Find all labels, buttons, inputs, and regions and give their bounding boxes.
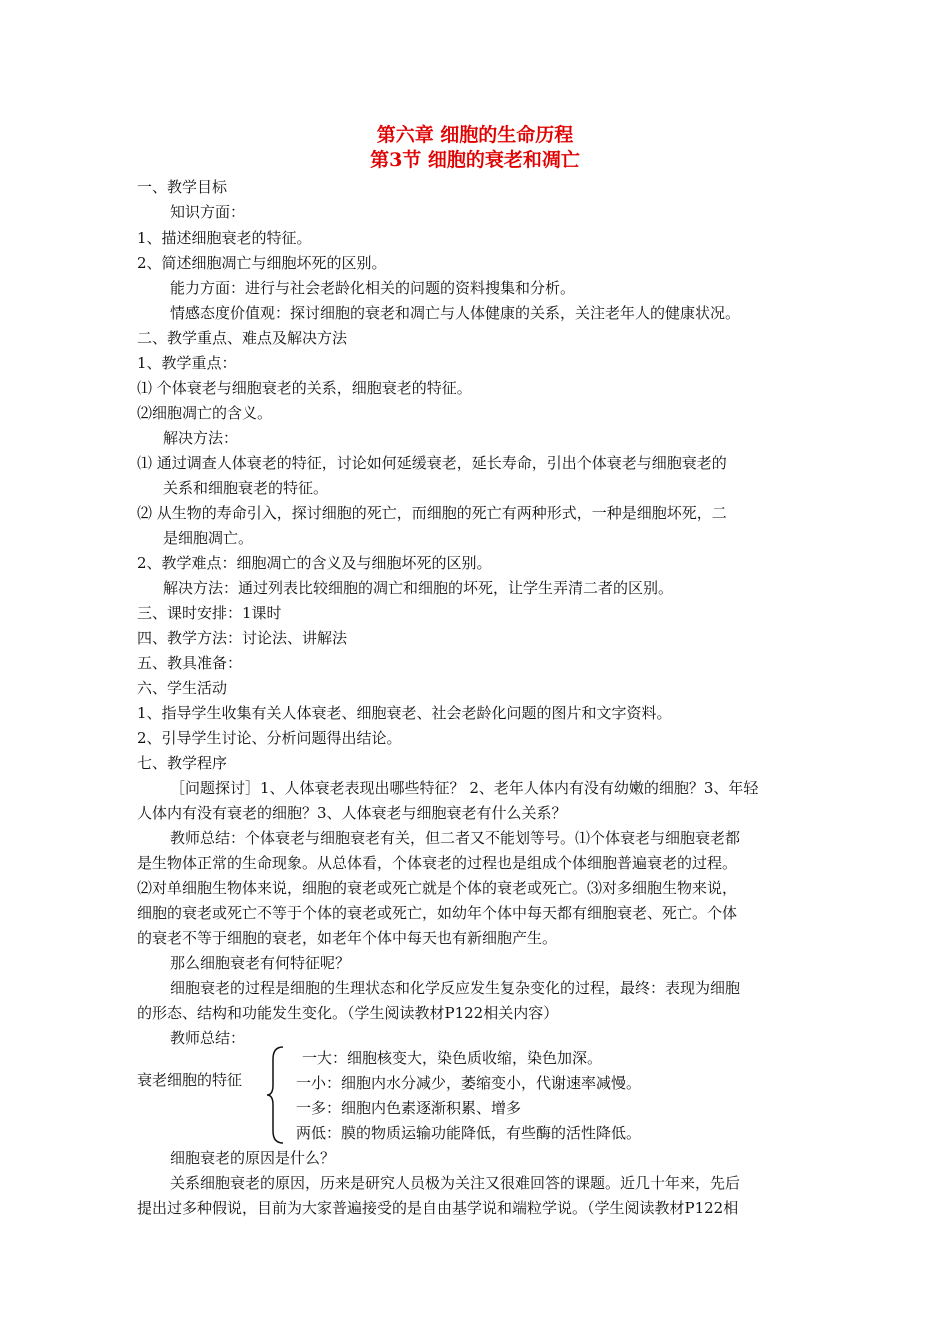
paragraph-line: 细胞衰老的原因是什么？ bbox=[170, 1149, 336, 1167]
paragraph-line: 情感态度价值观：探讨细胞的衰老和凋亡与人体健康的关系，关注老年人的健康状况。 bbox=[170, 304, 741, 322]
feature-item: 两低：膜的物质运输功能降低，有些酶的活性降低。 bbox=[296, 1124, 642, 1142]
paragraph-line: 是细胞凋亡。 bbox=[163, 529, 254, 547]
feature-item: 一多：细胞内色素逐渐积累、增多 bbox=[296, 1099, 522, 1117]
paragraph-line: 人体内有没有衰老的细胞？3、人体衰老与细胞衰老有什么关系？ bbox=[137, 804, 567, 822]
paragraph-line: 1、指导学生收集有关人体衰老、细胞衰老、社会老龄化问题的图片和文字资料。 bbox=[137, 704, 672, 722]
paragraph-line: ⑵ 从生物的寿命引入，探讨细胞的死亡，而细胞的死亡有两种形式，一种是细胞坏死，二 bbox=[137, 504, 727, 522]
feature-label: 衰老细胞的特征 bbox=[137, 1071, 243, 1089]
paragraph-line: 细胞的衰老或死亡不等于个体的衰老或死亡，如幼年个体中每天都有细胞衰老、死亡。个体 bbox=[137, 904, 738, 922]
paragraph-line: 的衰老不等于细胞的衰老，如老年个体中每天也有新细胞产生。 bbox=[137, 929, 558, 947]
paragraph-line: 解决方法： bbox=[163, 429, 239, 447]
paragraph-line: 2、引导学生讨论、分析问题得出结论。 bbox=[137, 729, 402, 747]
paragraph-line: 1、教学重点： bbox=[137, 354, 237, 372]
curly-brace-icon bbox=[265, 1045, 287, 1145]
paragraph-line: 解决方法：通过列表比较细胞的凋亡和细胞的坏死，让学生弄清二者的区别。 bbox=[163, 579, 674, 597]
heading-activities: 六、学生活动 bbox=[137, 679, 228, 697]
heading-key-points: 二、教学重点、难点及解决方法 bbox=[137, 329, 348, 347]
paragraph-line: ⑵对单细胞生物体来说，细胞的衰老或死亡就是个体的衰老或死亡。⑶对多细胞生物来说， bbox=[137, 879, 738, 897]
paragraph-line: 是生物体正常的生命现象。从总体看，个体衰老的过程也是组成个体细胞普遍衰老的过程。 bbox=[137, 854, 738, 872]
paragraph-line: 1、描述细胞衰老的特征。 bbox=[137, 229, 312, 247]
paragraph-line: 细胞衰老的过程是细胞的生理状态和化学反应发生复杂变化的过程，最终：表现为细胞 bbox=[170, 979, 741, 997]
heading-materials: 五、教具准备： bbox=[137, 654, 243, 672]
paragraph-line: ⑴ 通过调查人体衰老的特征，讨论如何延缓衰老，延长寿命，引出个体衰老与细胞衰老的 bbox=[137, 454, 727, 472]
heading-schedule: 三、课时安排：1课时 bbox=[137, 604, 282, 622]
feature-item: 一小：细胞内水分减少，萎缩变小，代谢速率减慢。 bbox=[296, 1074, 642, 1092]
chapter-title: 第六章 细胞的生命历程 bbox=[376, 124, 574, 146]
heading-objectives: 一、教学目标 bbox=[137, 178, 228, 196]
paragraph-line: 2、教学难点：细胞凋亡的含义及与细胞坏死的区别。 bbox=[137, 554, 492, 572]
feature-item: 一大：细胞核变大，染色质收缩，染色加深。 bbox=[302, 1049, 603, 1067]
knowledge-label: 知识方面： bbox=[170, 203, 246, 221]
paragraph-line: ⑵细胞凋亡的含义。 bbox=[137, 404, 273, 422]
paragraph-line: 2、简述细胞凋亡与细胞坏死的区别。 bbox=[137, 254, 387, 272]
paragraph-line: 教师总结： bbox=[170, 1029, 246, 1047]
paragraph-line: 能力方面：进行与社会老龄化相关的问题的资料搜集和分析。 bbox=[170, 279, 576, 297]
paragraph-line: 提出过多种假说，目前为大家普遍接受的是自由基学说和端粒学说。（学生阅读教材P122相 bbox=[137, 1199, 739, 1217]
paragraph-line: 教师总结：个体衰老与细胞衰老有关，但二者又不能划等号。⑴个体衰老与细胞衰老都 bbox=[170, 829, 741, 847]
paragraph-line: 的形态、结构和功能发生变化。（学生阅读教材P122相关内容） bbox=[137, 1004, 559, 1022]
section-title: 第3节 细胞的衰老和凋亡 bbox=[370, 149, 580, 171]
paragraph-line: 关系细胞衰老的原因，历来是研究人员极为关注又很难回答的课题。近几十年来，先后 bbox=[170, 1174, 741, 1192]
paragraph-line: 那么细胞衰老有何特征呢？ bbox=[170, 954, 351, 972]
paragraph-line: 关系和细胞衰老的特征。 bbox=[163, 479, 329, 497]
paragraph-line: ⑴ 个体衰老与细胞衰老的关系，细胞衰老的特征。 bbox=[137, 379, 472, 397]
heading-methods: 四、教学方法：讨论法、讲解法 bbox=[137, 629, 348, 647]
paragraph-line: ［问题探讨］1、人体衰老表现出哪些特征？ 2、老年人体内有没有幼嫩的细胞？3、年轻 bbox=[170, 779, 759, 797]
heading-procedure: 七、教学程序 bbox=[137, 754, 228, 772]
